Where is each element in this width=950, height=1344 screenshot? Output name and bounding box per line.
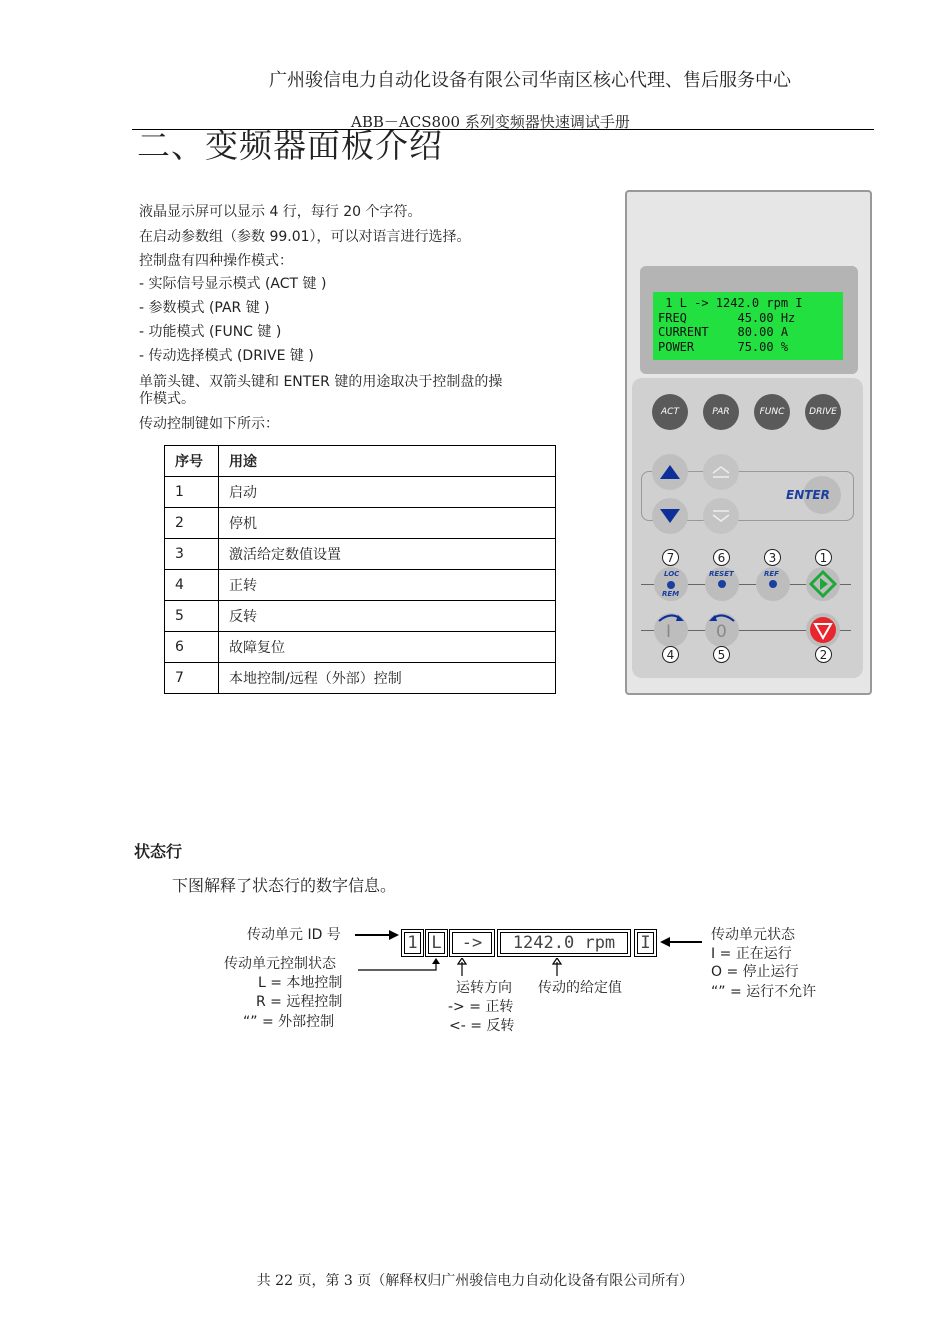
seg-id: 1 [404, 932, 421, 954]
reverse-symbol: 0 [716, 622, 727, 642]
table-row [165, 601, 556, 632]
loc-label: LOC [664, 570, 680, 578]
label-state-title: 传动单元状态 [711, 927, 795, 943]
double-up-icon [709, 462, 733, 482]
row-number: 3 [165, 539, 219, 570]
row-number: 5 [165, 601, 219, 632]
seg-ctrl: L [428, 932, 445, 954]
table-header-row [165, 446, 556, 477]
row-number: 6 [165, 632, 219, 663]
forward-symbol: I [666, 622, 672, 642]
label-external: “” = 外部控制 [243, 1014, 335, 1030]
double-down-icon [709, 506, 733, 526]
label-fwd: -> = 正转 [448, 999, 514, 1015]
row-use: 停机 [219, 508, 556, 539]
func-button: FUNC [754, 394, 790, 430]
start-button [806, 567, 840, 601]
desc-line-5: - 参数模式 (PAR 键 ) [139, 300, 270, 316]
ref-pointer-icon [551, 958, 563, 976]
num-2: 2 [815, 646, 832, 663]
act-button: ACT [652, 394, 688, 430]
desc-line-7: - 传动选择模式 (DRIVE 键 ) [139, 348, 314, 364]
control-key-table [164, 445, 556, 694]
manual-title: ABB－ACS800 系列变频器快速调试手册 [351, 113, 630, 131]
label-remote: R = 远程控制 [256, 994, 343, 1010]
row-use: 本地控制/远程（外部）控制 [219, 663, 556, 694]
up-arrow-icon [658, 462, 682, 482]
header-rule [132, 129, 874, 130]
table-row [165, 539, 556, 570]
down-arrow-button [652, 498, 688, 534]
row-number: 4 [165, 570, 219, 601]
col-header-use: 用途 [219, 446, 556, 477]
lcd-line-2: FREQ 45.00 Hz [658, 310, 796, 325]
company-header: 广州骏信电力自动化设备有限公司华南区核心代理、售后服务中心 [269, 70, 791, 91]
enter-label: ENTER [786, 488, 830, 502]
table-row [165, 570, 556, 601]
num-1: 1 [815, 549, 832, 566]
table-row [165, 477, 556, 508]
lcd-display [653, 292, 843, 360]
section-title: 二、变频器面板介绍 [137, 126, 443, 165]
double-down-button [703, 498, 739, 534]
row-use: 反转 [219, 601, 556, 632]
num-4: 4 [662, 646, 679, 663]
arrow-right-icon [355, 928, 399, 942]
label-local: L = 本地控制 [258, 975, 343, 991]
rem-label: REM [662, 590, 680, 598]
lcd-line-4: POWER 75.00 % [658, 339, 789, 354]
label-running: I = 正在运行 [711, 946, 792, 962]
label-stopped: O = 停止运行 [711, 964, 799, 980]
lcd-line-1: 1 L -> 1242.0 rpm I [658, 296, 803, 310]
num-7: 7 [662, 549, 679, 566]
drive-button: DRIVE [805, 394, 841, 430]
row-use: 激活给定数值设置 [219, 539, 556, 570]
table-row [165, 663, 556, 694]
label-ctrl-title: 传动单元控制状态 [224, 956, 336, 972]
label-rev: <- = 反转 [449, 1018, 515, 1034]
row-number: 2 [165, 508, 219, 539]
desc-line-8: 单箭头键、双箭头键和 ENTER 键的用途取决于控制盘的操 [139, 374, 503, 390]
row-use: 启动 [219, 477, 556, 508]
row-use: 故障复位 [219, 632, 556, 663]
dir-pointer-icon [456, 958, 468, 976]
table-row [165, 632, 556, 663]
desc-line-1: 液晶显示屏可以显示 4 行，每行 20 个字符。 [139, 204, 422, 220]
desc-line-10: 传动控制键如下所示： [139, 416, 279, 432]
down-arrow-icon [658, 506, 682, 526]
reset-label: RESET [709, 570, 734, 578]
label-ref: 传动的给定值 [538, 980, 622, 996]
ref-dot-icon [769, 580, 777, 588]
ref-label: REF [764, 570, 779, 578]
arrow-left-icon [660, 935, 702, 949]
num-6: 6 [713, 549, 730, 566]
row-number: 1 [165, 477, 219, 508]
label-not-allowed: “” = 运行不允许 [711, 984, 817, 1000]
desc-line-9: 作模式。 [139, 391, 195, 407]
label-drive-id: 传动单元 ID 号 [247, 927, 341, 943]
row-number: 7 [165, 663, 219, 694]
row-use: 正转 [219, 570, 556, 601]
stop-button [806, 613, 840, 647]
page-footer: 共 22 页，第 3 页（解释权归广州骏信电力自动化设备有限公司所有） [256, 1273, 694, 1289]
status-heading: 状态行 [134, 842, 183, 861]
table-row [165, 508, 556, 539]
loc-dot-icon [667, 581, 675, 589]
reset-dot-icon [718, 580, 726, 588]
label-dir-title: 运转方向 [456, 980, 512, 996]
stop-icon [806, 613, 840, 647]
seg-dir: -> [452, 932, 492, 954]
lcd-line-3: CURRENT 80.00 A [658, 325, 789, 339]
par-button: PAR [703, 394, 739, 430]
desc-line-3: 控制盘有四种操作模式： [139, 253, 293, 269]
double-up-button [703, 454, 739, 490]
start-icon [806, 567, 840, 601]
num-5: 5 [713, 646, 730, 663]
num-3: 3 [764, 549, 781, 566]
desc-line-4: - 实际信号显示模式 (ACT 键 ) [139, 276, 327, 292]
seg-ref: 1242.0 rpm [500, 932, 628, 954]
col-header-no: 序号 [165, 446, 219, 477]
desc-line-2: 在启动参数组（参数 99.01），可以对语言进行选择。 [139, 229, 471, 245]
ctrl-pointer-icon [358, 958, 442, 972]
status-intro: 下图解释了状态行的数字信息。 [172, 876, 397, 895]
seg-state: I [637, 932, 654, 954]
up-arrow-button [652, 454, 688, 490]
desc-line-6: - 功能模式 (FUNC 键 ) [139, 324, 282, 340]
